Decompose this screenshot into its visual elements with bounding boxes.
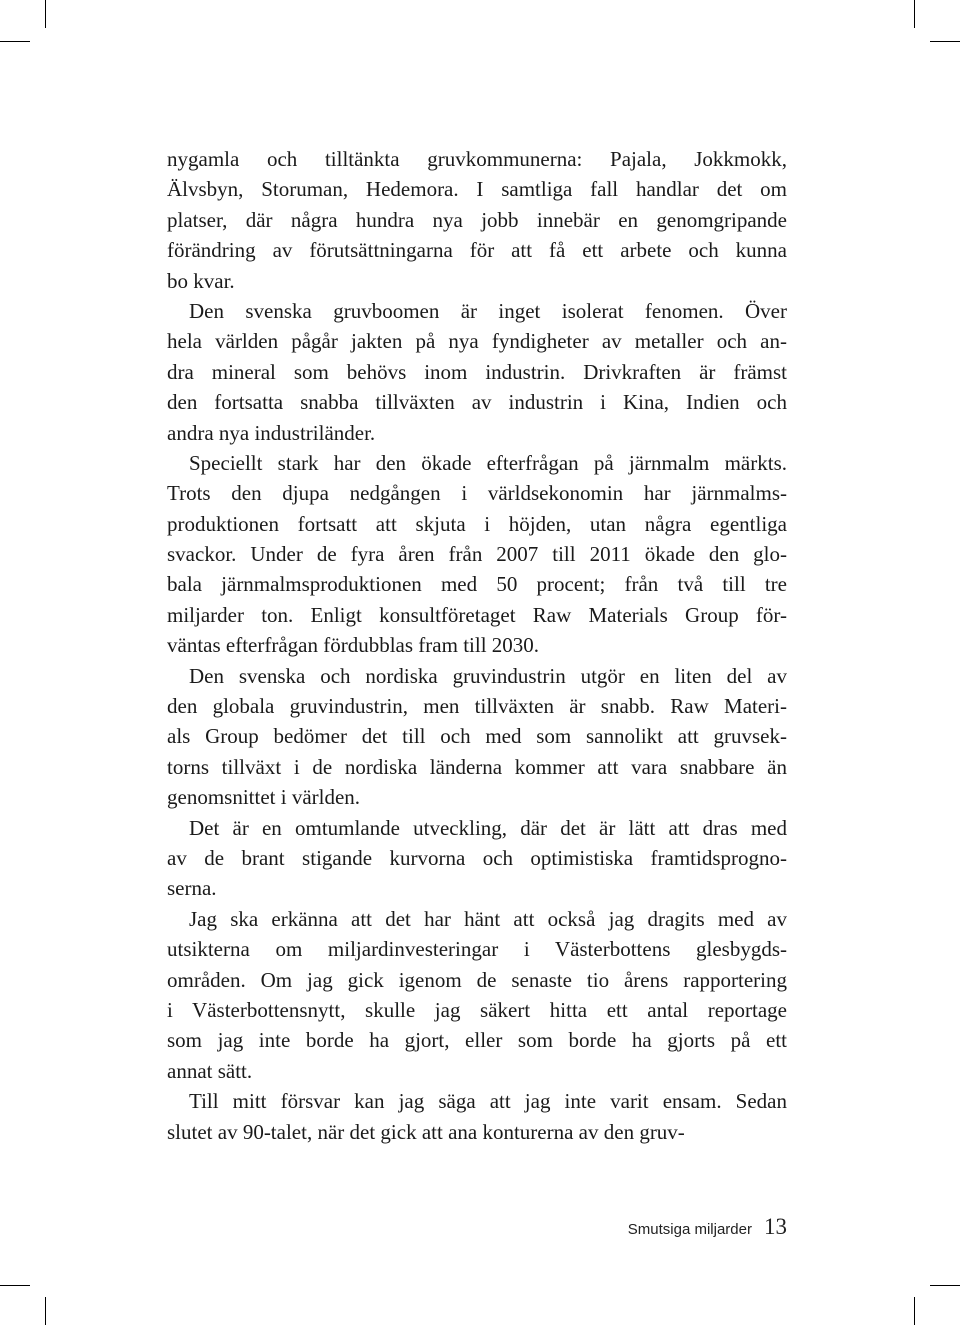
paragraph xyxy=(167,904,787,1086)
paragraph xyxy=(167,1086,787,1147)
text-line: andra nya industriländer. xyxy=(167,420,376,445)
text-line: Till mitt försvar kan jag säga att jag inte varit ensam. Sedan xyxy=(189,1089,787,1114)
text-line: Älvsbyn, Storuman, Hedemora. I samtliga fall handlar det om xyxy=(167,177,787,202)
paragraph xyxy=(167,296,787,448)
text-line: Den svenska gruvboomen är inget isolerat fenomen. Över xyxy=(189,298,787,323)
text-line: förändring av förutsättningarna för att få ett arbete och kunna xyxy=(167,238,787,263)
text-line: svackor. Under de fyra åren från 2007 till 2011 ökade den glo- xyxy=(167,542,787,567)
running-title: Smutsiga miljarder xyxy=(627,1221,752,1238)
text-line: Speciellt stark har den ökade efterfrågan på järnmalm märkts. xyxy=(189,450,787,475)
crop-mark-bottom-right-h xyxy=(930,1285,960,1286)
text-line: som jag inte borde ha gjort, eller som borde ha gjorts på ett xyxy=(167,1028,787,1053)
text-line: Jag ska erkänna att det har hänt att också jag dragits med av xyxy=(189,906,787,931)
crop-mark-top-left-h xyxy=(0,41,30,42)
text-line: väntas efterfrågan fördubblas fram till 2030. xyxy=(167,633,540,658)
crop-mark-bottom-left-h xyxy=(0,1285,30,1286)
text-line: hela världen pågår jakten på nya fyndigheter av metaller och an- xyxy=(167,329,787,354)
crop-mark-top-left-v xyxy=(45,0,46,28)
page-footer xyxy=(628,1214,787,1240)
text-line: genomsnittet i världen. xyxy=(167,785,361,810)
text-line: bala järnmalmsproduktionen med 50 procent; från två till tre xyxy=(167,572,787,597)
crop-mark-top-right-v xyxy=(914,0,915,28)
paragraph xyxy=(167,448,787,661)
text-line: slutet av 90-talet, när det gick att ana konturerna av den gruv- xyxy=(167,1119,685,1144)
text-line: den fortsatta snabba tillväxten av industrin i Kina, Indien och xyxy=(167,390,787,415)
paragraph xyxy=(167,813,787,904)
text-line: bo kvar. xyxy=(167,268,235,293)
crop-mark-top-right-h xyxy=(930,41,960,42)
text-line: områden. Om jag gick igenom de senaste tio årens rapportering xyxy=(167,967,787,992)
text-line: annat sätt. xyxy=(167,1058,253,1083)
text-line: Trots den djupa nedgången i världsekonomin har järnmalms- xyxy=(167,481,787,506)
crop-mark-bottom-right-v xyxy=(914,1297,915,1325)
paragraph xyxy=(167,144,787,296)
text-line: den globala gruvindustrin, men tillväxten är snabb. Raw Materi- xyxy=(167,694,787,719)
text-line: torns tillväxt i de nordiska länderna kommer att vara snabbare än xyxy=(167,754,787,779)
crop-mark-bottom-left-v xyxy=(45,1297,46,1325)
text-line: nygamla och tilltänkta gruvkommunerna: Pajala, Jokkmokk, xyxy=(167,147,787,171)
text-line: utsikterna om miljardinvesteringar i Västerbottens glesbygds- xyxy=(167,937,787,962)
page-number: 13 xyxy=(764,1214,787,1239)
text-line: i Västerbottensnytt, skulle jag säkert hitta ett antal reportage xyxy=(167,997,787,1022)
text-line: Det är en omtumlande utveckling, där det är lätt att dras med xyxy=(189,815,787,840)
text-line: als Group bedömer det till och med som sannolikt att gruvsek- xyxy=(167,724,787,749)
text-line: Den svenska och nordiska gruvindustrin utgör en liten del av xyxy=(189,663,787,688)
body-text xyxy=(167,144,787,1147)
text-line: serna. xyxy=(167,876,217,901)
text-line: av de brant stigande kurvorna och optimistiska framtidsprogno- xyxy=(167,845,787,870)
text-line: miljarder ton. Enligt konsultföretaget Raw Materials Group för- xyxy=(167,602,787,627)
text-line: dra mineral som behövs inom industrin. Drivkraften är främst xyxy=(167,359,787,384)
text-line: platser, där några hundra nya jobb innebär en genomgripande xyxy=(167,207,787,232)
paragraph xyxy=(167,661,787,813)
text-line: produktionen fortsatt att skjuta i höjden, utan några egentliga xyxy=(167,511,787,536)
